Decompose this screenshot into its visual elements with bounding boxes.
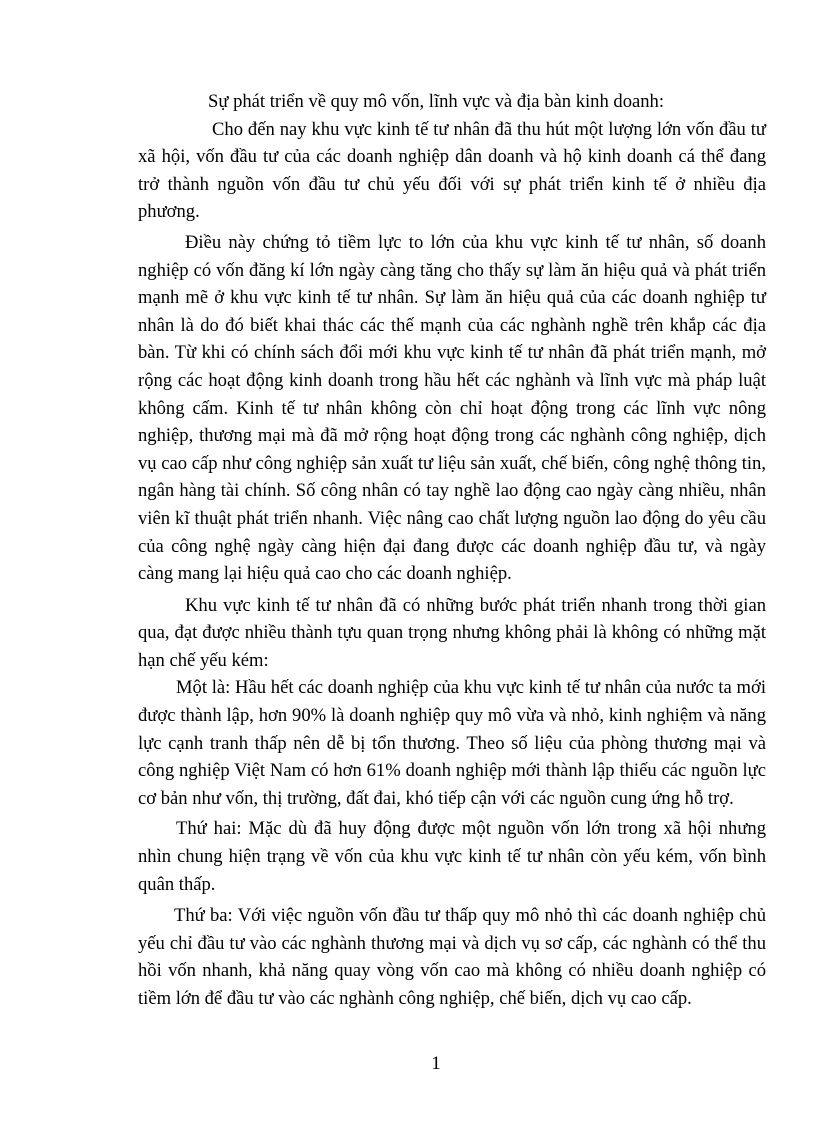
paragraph-5: Thứ hai: Mặc dù đã huy động được một nguồn vốn lớn trong xã hội nhưng nhìn chung hiện trạng về vốn của khu vực kinh tế tư nhân còn yếu kém, vốn bình quân thấp. (138, 818, 766, 895)
paragraph-3: Khu vực kinh tế tư nhân đã có những bước phát triển nhanh trong thời gian qua, đạt được nhiều thành tựu quan trọng nhưng không phải là không có những mặt hạn chế yếu kém: (138, 594, 766, 671)
document-body (138, 88, 766, 1013)
paragraph-6: Thứ ba: Với việc nguồn vốn đầu tư thấp quy mô nhỏ thì các doanh nghiệp chủ yếu chỉ đầu tư vào các nghành thương mại và dịch vụ sơ cấp, các nghành có thể thu hồi vốn nhanh, khả năng quay vòng vốn cao mà không có nhiều doanh nghiệp có tiềm lớn để đầu tư vào các nghành công nghiệp, chế biến, dịch vụ cao cấp. (138, 905, 766, 1009)
paragraph-1: Cho đến nay khu vực kinh tế tư nhân đã thu hút một lượng lớn vốn đầu tư xã hội, vốn đầu tư của các doanh nghiệp dân doanh và hộ kinh doanh cá thể đang trở thành nguồn vốn đầu tư chủ yếu đối với sự phát triển kinh tế ở nhiều địa phương. (138, 118, 766, 223)
paragraph-2: Điều này chứng tỏ tiềm lực to lớn của khu vực kinh tế tư nhân, số doanh nghiệp có vốn đăng kí lớn ngày càng tăng cho thấy sự làm ăn hiệu quả và phát triển mạnh mẽ ở khu vực kinh tế tư nhân. Sự làm ăn hiệu quả của các doanh nghiệp tư nhân là do đó biết khai thác các thế mạnh của các nghành nghề trên khắp các địa bàn. Từ khi có chính sách đổi mới khu vực kinh tế tư nhân đã phát triển mạnh, mở rộng các hoạt động kinh doanh trong hầu hết các nghành và lĩnh vực mà pháp luật không cấm. Kinh tế tư nhân không còn chỉ hoạt động trong các lĩnh vực nông nghiệp, thương mại mà đã mở rộng hoạt động trong các nghành công nghiệp, dịch vụ cao cấp như công nghiệp sản xuất tư liệu sản xuất, chế biến, công nghệ thông tin, ngân hàng tài chính. Số công nhân có tay nghề lao động cao ngày càng nhiều, nhân viên kĩ thuật phát triển nhanh. Việc nâng cao chất lượng nguồn lao động do yêu cầu của công nghệ ngày càng hiện đại đang được các doanh nghiệp đầu tư, và ngày càng mang lại hiệu quả cao cho các doanh nghiệp. (138, 231, 766, 585)
page-number: 1 (431, 1053, 441, 1074)
paragraph-4: Một là: Hầu hết các doanh nghiệp của khu vực kinh tế tư nhân của nước ta mới được thành lập, hơn 90% là doanh nghiệp quy mô vừa và nhỏ, kinh nghiệm và năng lực cạnh tranh thấp nên dễ bị tổn thương. Theo số liệu của phòng thương mại và công nghiệp Việt Nam có hơn 61% doanh nghiệp mới thành lập thiếu các nguồn lực cơ bản như vốn, thị trường, đất đai, khó tiếp cận với các nguồn cung ứng hỗ trợ. (138, 677, 766, 809)
section-heading: Sự phát triển về quy mô vốn, lĩnh vực và địa bàn kinh doanh: (208, 91, 665, 112)
